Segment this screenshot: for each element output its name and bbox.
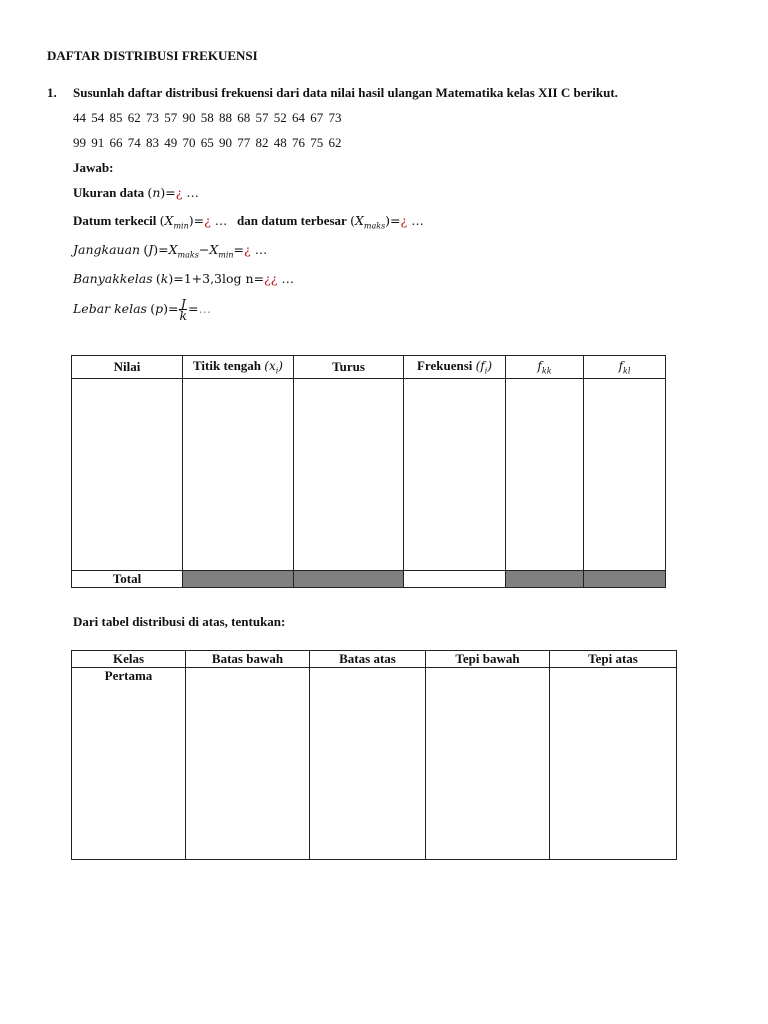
- datum-terbesar-label: dan datum terbesar: [237, 213, 347, 228]
- jangkauan-label: Jangkauan: [73, 242, 141, 257]
- banyak-kelas-expr: (k)=1+3,3log n=¿¿ …: [155, 271, 294, 286]
- datum-line: [73, 213, 424, 231]
- data-row-1: 44 54 85 62 73 57 90 58 88 68 57 52 64 67 73: [73, 110, 342, 125]
- jangkauan-expr: $(J)=X_{maks}-X_{min}=¿$ …: [143, 242, 268, 260]
- ukuran-data-expr: (n)=¿ …: [147, 185, 199, 200]
- header-nilai: Nilai: [72, 356, 183, 379]
- datum-terkecil-label: Datum terkecil: [73, 213, 157, 228]
- question-number: 1.: [47, 85, 57, 100]
- header-frekuensi: Frekuensi $(f_i)$: [404, 356, 506, 379]
- header-batas-atas: Batas atas: [310, 651, 426, 668]
- total-turus-grey: [294, 571, 404, 588]
- header-batas-bawah: Batas bawah: [186, 651, 310, 668]
- instruction-text: Dari tabel distribusi di atas, tentukan:: [73, 614, 286, 629]
- answer-label: Jawab:: [73, 160, 114, 175]
- total-label: Total: [72, 571, 183, 588]
- cell-titik-tengah: [183, 379, 294, 571]
- header-tepi-bawah: Tepi bawah: [426, 651, 550, 668]
- data-row-2: 99 91 66 74 83 49 70 65 90 77 82 48 76 75 62: [73, 135, 342, 150]
- cell-batas-bawah: [186, 668, 310, 860]
- ukuran-data-label: Ukuran data: [73, 185, 145, 200]
- header-tepi-atas: Tepi atas: [550, 651, 677, 668]
- total-fkl-grey: [584, 571, 666, 588]
- cell-turus: [294, 379, 404, 571]
- xmin-expr: $(X_{min})=¿$ …: [159, 213, 228, 231]
- cell-frekuensi: [404, 379, 506, 571]
- cell-fkl: [584, 379, 666, 571]
- frequency-table: [71, 355, 666, 588]
- header-titik-tengah: Titik tengah $(x_i)$: [183, 356, 294, 379]
- jangkauan-line: [73, 242, 267, 260]
- page-title: DAFTAR DISTRIBUSI FREKUENSI: [47, 48, 258, 63]
- cell-tepi-atas: [550, 668, 677, 860]
- banyak-kelas-label: Banyakkelas: [73, 271, 153, 286]
- banyak-kelas-line: [73, 271, 294, 287]
- lebar-kelas-expr: (p)= $\frac{J}{k}$ =…: [150, 296, 212, 323]
- cell-tepi-bawah: [426, 668, 550, 860]
- header-fkl: $f_{kl}$: [584, 356, 666, 379]
- ukuran-data-line: [73, 185, 199, 201]
- header-kelas: Kelas: [72, 651, 186, 668]
- lebar-kelas-label: Lebar kelas: [73, 301, 147, 316]
- total-titik-tengah-grey: [183, 571, 294, 588]
- total-fkk-grey: [506, 571, 584, 588]
- xmaks-expr: $(X_{maks})=¿$ …: [350, 213, 424, 231]
- header-fkk: $f_{kk}$: [506, 356, 584, 379]
- cell-batas-atas: [310, 668, 426, 860]
- cell-fkk: [506, 379, 584, 571]
- cell-kelas-pertama: Pertama: [72, 668, 186, 860]
- lebar-kelas-line: [73, 298, 211, 321]
- header-turus: Turus: [294, 356, 404, 379]
- question-text: Susunlah daftar distribusi frekuensi dari data nilai hasil ulangan Matematika kelas XII C berikut.: [73, 85, 618, 100]
- cell-nilai: [72, 379, 183, 571]
- class-boundaries-table: [71, 650, 677, 860]
- total-frekuensi: [404, 571, 506, 588]
